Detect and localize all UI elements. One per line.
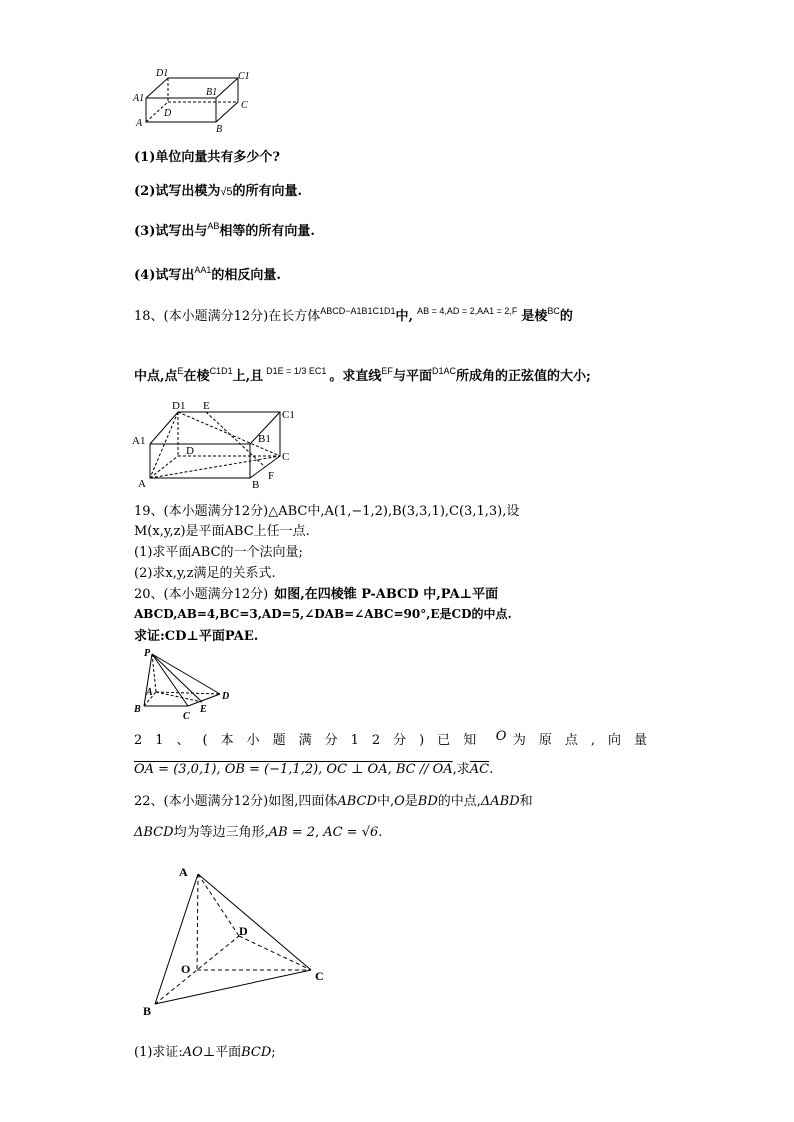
q22-line1 <box>134 790 533 809</box>
label-e: E <box>200 704 207 715</box>
q22-part1-plane-bcd: BCD <box>241 1045 272 1060</box>
q17-part3-text-a: (3)试写出与 <box>134 224 208 239</box>
label-d: D <box>186 445 194 457</box>
q19-line2: M(x,y,z)是平面ABC上任一点. <box>134 524 310 539</box>
label-b1: B1 <box>258 433 271 445</box>
label-c: C <box>183 711 190 722</box>
q22-line1-text-e: 和 <box>519 794 533 809</box>
q18-line2-text-b: 在棱 <box>183 369 210 384</box>
q18-line2-text-f: 所成角的正弦值的大小; <box>455 369 591 384</box>
q17-part4-text-b: 的相反向量. <box>211 268 281 283</box>
label-o: O <box>181 962 191 976</box>
q18-ratio-condition: D1E = 1/3 EC1 <box>266 366 327 376</box>
q22-triangle-abd: ΔABD <box>480 794 520 809</box>
label-a: A <box>138 478 146 490</box>
q17-part2-text-a: (2)试写出模为 <box>134 184 221 199</box>
q21-vector-conditions: OA = (3,0,1), OB = (−1,1,2), OC ⊥ OA, BC // OA <box>134 762 453 777</box>
q22-triangle-bcd: ΔBCD <box>134 825 174 840</box>
q17-part3 <box>134 220 315 239</box>
tetrahedron-figure <box>135 860 335 1020</box>
q22-line1-text-c: 是 <box>404 794 418 809</box>
q22-part1 <box>134 1041 276 1060</box>
q19-line4: (2)求x,y,z满足的关系式. <box>134 566 276 581</box>
q22-line2-text-a: 均为等边三角形, <box>173 825 269 840</box>
label-c1: C1 <box>238 71 250 82</box>
q18-line-ef: EF <box>381 366 393 376</box>
q17-part3-text-b: 相等的所有向量. <box>219 224 315 239</box>
label-b: B <box>143 1004 152 1018</box>
label-a1: A1 <box>132 435 146 447</box>
q18-given-lengths: AB = 4,AD = 2,AA1 = 2,F <box>417 306 518 316</box>
label-a: A <box>146 687 153 698</box>
q22-line1-text-b: 中, <box>376 794 395 809</box>
label-f: F <box>268 470 275 482</box>
q18-point-e: E <box>177 366 184 376</box>
q22-line2-text-b: , <box>315 825 320 840</box>
q22-line2-text-c: . <box>378 825 383 840</box>
q18-line1-text-b: 中, <box>395 309 414 324</box>
label-c1: C1 <box>282 409 295 421</box>
q22-part1-text-a: (1)求证: <box>134 1045 183 1060</box>
label-b: B <box>134 704 141 715</box>
q17-part4 <box>134 264 281 283</box>
q18-plane-d1ac: D1AC <box>431 366 456 376</box>
label-d: D <box>164 108 172 119</box>
q18-line1-text-d: 的 <box>559 309 573 324</box>
q19-line3: (1)求平面ABC的一个法向量; <box>134 545 303 560</box>
label-d1: D1 <box>156 68 169 79</box>
q20-line3: 求证:CD⊥平面PAE. <box>134 629 259 644</box>
q18-line1-text-a: 18、(本小题满分12分)在长方体 <box>134 309 321 324</box>
q22-point-o: O <box>394 794 405 809</box>
q18-cuboid-name: ABCD−A1B1C1D1 <box>320 306 396 316</box>
cuboid-figure-2 <box>130 398 305 490</box>
q21-origin-o: O <box>495 729 507 744</box>
q17-part3-math: AB <box>207 221 220 231</box>
q18-line2 <box>134 365 591 384</box>
q22-tetrahedron: ABCD <box>337 794 377 809</box>
q22-part1-text-c: ; <box>271 1045 276 1060</box>
q17-part2-math: √5 <box>220 186 233 198</box>
label-p: P <box>144 648 151 659</box>
label-a1: A1 <box>133 93 145 104</box>
label-c: C <box>241 100 248 111</box>
q22-part1-ao: AO <box>182 1045 203 1060</box>
q22-segment-bd: BD <box>417 794 438 809</box>
q20-line1 <box>134 583 498 602</box>
label-d1: D1 <box>172 400 186 412</box>
label-c: C <box>282 451 290 463</box>
q21-line2 <box>134 758 493 777</box>
q20-line1-text-a: 20、(本小题满分12分) <box>134 587 269 602</box>
label-a: A <box>179 865 188 879</box>
q21-line1-text-a: 21、(本小题满分12分)已知 <box>134 733 490 748</box>
q21-vector-ac: $\overline{AC}$ <box>469 762 490 777</box>
label-d: D <box>239 924 248 938</box>
q17-part2 <box>134 180 302 199</box>
label-c: C <box>315 969 324 983</box>
q21-line2-text-a: ,求 <box>452 762 470 777</box>
q21-line2-text-b: . <box>489 762 494 777</box>
q17-part1: (1)单位向量共有多少个? <box>134 150 280 165</box>
q22-line2 <box>134 821 382 840</box>
label-e: E <box>203 400 210 412</box>
q18-line1-text-c: 是棱 <box>521 309 548 324</box>
cuboid-figure-1 <box>130 66 255 134</box>
q22-ac-length: AC = √6 <box>323 825 379 840</box>
q22-line1-text-d: 的中点, <box>437 794 481 809</box>
label-b: B <box>216 124 223 134</box>
pyramid-figure <box>130 646 235 722</box>
q17-part4-math: AA1 <box>194 265 212 275</box>
q18-line2-text-c: 上,且 <box>232 369 264 384</box>
q18-edge-c1d1: C1D1 <box>209 366 233 376</box>
q22-line1-text-a: 22、(本小题满分12分)如图,四面体 <box>134 794 338 809</box>
q19-line1: 19、(本小题满分12分)△ABC中,A(1,−1,2),B(3,3,1),C(3,1,3),设 <box>134 504 520 519</box>
q21-line1-text-b: 为原点,向量 <box>512 733 660 748</box>
q20-line2: ABCD,AB=4,BC=3,AD=5,∠DAB=∠ABC=90°,E是CD的中点. <box>134 607 512 621</box>
q22-part1-text-b: ⊥平面 <box>202 1045 242 1060</box>
q18-line2-text-d: 。求直线 <box>329 369 382 384</box>
q18-line1 <box>134 305 573 324</box>
q17-part2-text-b: 的所有向量. <box>232 184 303 199</box>
q18-line2-text-a: 中点,点 <box>134 369 178 384</box>
label-b: B <box>252 479 260 490</box>
q20-line1-text-b: 如图,在四棱锥 P-ABCD 中,PA⊥平面 <box>274 587 499 602</box>
q17-part4-text-a: (4)试写出 <box>134 268 195 283</box>
q18-line2-text-e: 与平面 <box>392 369 432 384</box>
label-a: A <box>136 118 143 129</box>
label-d: D <box>222 691 230 702</box>
q18-edge-bc: BC <box>547 306 560 316</box>
label-b1: B1 <box>206 87 218 98</box>
q21-line1 <box>134 729 660 748</box>
q22-ab-length: AB = 2 <box>268 825 316 840</box>
